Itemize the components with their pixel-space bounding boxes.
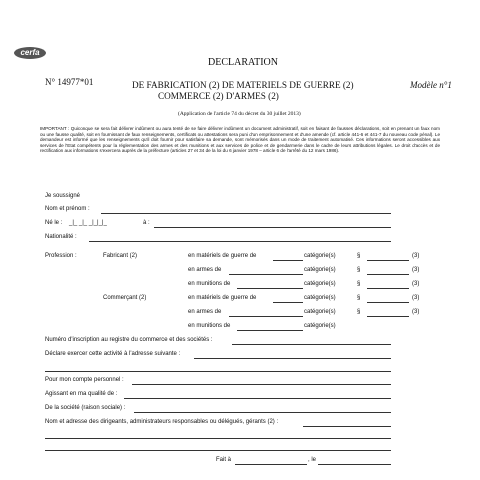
note-3: (3) bbox=[412, 309, 420, 315]
category-field[interactable] bbox=[237, 330, 303, 331]
adresse-activite-label: Déclare exercer cette activité à l'adresse suivante : bbox=[45, 351, 181, 357]
heading-line-2: COMMERCE (2) D'ARMES (2) bbox=[158, 91, 279, 101]
note-3: (3) bbox=[412, 253, 420, 259]
note-3: (3) bbox=[412, 281, 420, 287]
document-title: DECLARATION bbox=[208, 57, 278, 68]
row-label: en armes de bbox=[188, 267, 222, 273]
section-mark: § bbox=[357, 295, 361, 301]
category-label: catégorie(s) bbox=[304, 267, 336, 273]
fabricant-option[interactable]: Fabricant (2) bbox=[103, 253, 138, 259]
section-mark: § bbox=[357, 253, 361, 259]
cerfa-logo: cerfa bbox=[14, 47, 46, 59]
societe-label: De la société (raison sociale) : bbox=[45, 405, 126, 411]
dirigeants-field-3[interactable] bbox=[45, 450, 391, 451]
heading-line-1: DE FABRICATION (2) DE MATERIELS DE GUERRE (2) bbox=[132, 80, 354, 90]
dirigeants-field[interactable] bbox=[303, 426, 391, 427]
je-soussigne-label: Je soussigné bbox=[45, 193, 81, 199]
section-mark: § bbox=[357, 309, 361, 315]
note-3: (3) bbox=[412, 267, 420, 273]
le-label: , le bbox=[308, 457, 317, 463]
model-number: Modèle n°1 bbox=[410, 80, 452, 90]
registre-label: Numéro d'inscription au registre du commerce et des sociétés : bbox=[45, 337, 213, 343]
category-field[interactable] bbox=[273, 302, 303, 303]
row-label: en armes de bbox=[188, 309, 222, 315]
fait-a-label: Fait à bbox=[216, 457, 232, 463]
important-notice: IMPORTANT : Quiconque se sera fait délivrer indûment ou aura tenté de se faire délivrer indûment un document administratif, soit en faisant de fausses déclarations, soit en prenant un faux nom ou une fausse qualité, soit en fournissant de faux renseignements, certificats ou attestations sera puni d'un emprisonnement et d'une amende (cf. article 441-6 et 441-7 du nouveau code pénal). Le demandeur est informé que les renseignements qu'il doit fournir pour satisfaire sa demande, sont mémorisés dans un mode de traitement automatisé. Ces informations seront accessibles aux services de l'Etat compétents pour la réglementation des armes et des munitions et aux services de police et de gendarmerie dans le cadre de leurs attributions légales. Le droit d'accès et de rectification aux informations s'exercera auprès de la préfecture (articles 27 et 34 de la loi du 6 janvier 1978 – article 6 de l'arrêté du 12 mars 1986). bbox=[40, 126, 440, 154]
dirigeants-label: Nom et adresse des dirigeants, administrateurs responsables ou délégués, gérants (2) : bbox=[45, 419, 279, 425]
commercant-option[interactable]: Commerçant (2) bbox=[103, 295, 147, 301]
nationalite-field[interactable] bbox=[89, 241, 391, 242]
category-label: catégorie(s) bbox=[304, 281, 336, 287]
birthplace-field[interactable] bbox=[154, 227, 391, 228]
category-field[interactable] bbox=[273, 260, 303, 261]
nom-prenom-field[interactable] bbox=[101, 213, 391, 214]
category-label: catégorie(s) bbox=[304, 253, 336, 259]
section-mark: § bbox=[357, 267, 361, 273]
category-label: catégorie(s) bbox=[304, 309, 336, 315]
registre-field[interactable] bbox=[232, 344, 391, 345]
societe-field[interactable] bbox=[134, 412, 391, 413]
section-field[interactable] bbox=[367, 316, 409, 317]
section-field[interactable] bbox=[367, 260, 409, 261]
category-label: catégorie(s) bbox=[304, 295, 336, 301]
category-field[interactable] bbox=[229, 316, 303, 317]
qualite-label: Agissant en ma qualité de : bbox=[45, 391, 118, 397]
row-label: en munitions de bbox=[188, 323, 231, 329]
nationalite-label: Nationalité : bbox=[45, 234, 77, 240]
category-field[interactable] bbox=[237, 288, 303, 289]
dirigeants-field-2[interactable] bbox=[45, 438, 391, 439]
ne-le-label: Né le : bbox=[45, 220, 63, 226]
date-field[interactable] bbox=[318, 464, 391, 465]
row-label: en matériels de guerre de bbox=[188, 253, 257, 259]
section-field[interactable] bbox=[367, 288, 409, 289]
pour-compte-field[interactable] bbox=[132, 384, 391, 385]
row-label: en matériels de guerre de bbox=[188, 295, 257, 301]
fait-a-field[interactable] bbox=[235, 464, 307, 465]
section-mark: § bbox=[357, 281, 361, 287]
category-field[interactable] bbox=[229, 274, 303, 275]
qualite-field[interactable] bbox=[124, 398, 391, 399]
row-label: en munitions de bbox=[188, 281, 231, 287]
application-note: (Application de l'article 74 du décret du 30 juillet 2013) bbox=[178, 111, 301, 117]
birthplace-label: à : bbox=[143, 220, 150, 226]
category-label: catégorie(s) bbox=[304, 323, 336, 329]
adresse-activite-field-2[interactable] bbox=[45, 371, 391, 372]
section-field[interactable] bbox=[367, 274, 409, 275]
adresse-activite-field[interactable] bbox=[194, 358, 391, 359]
note-3: (3) bbox=[412, 295, 420, 301]
profession-label: Profession : bbox=[45, 253, 77, 259]
nom-prenom-label: Nom et prénom : bbox=[45, 206, 90, 212]
birth-date-field[interactable]: _|_ _|_ _|_|_|_ bbox=[69, 220, 107, 226]
form-number: N° 14977*01 bbox=[45, 77, 94, 87]
pour-compte-label: Pour mon compte personnel : bbox=[45, 377, 124, 383]
section-field[interactable] bbox=[367, 302, 409, 303]
